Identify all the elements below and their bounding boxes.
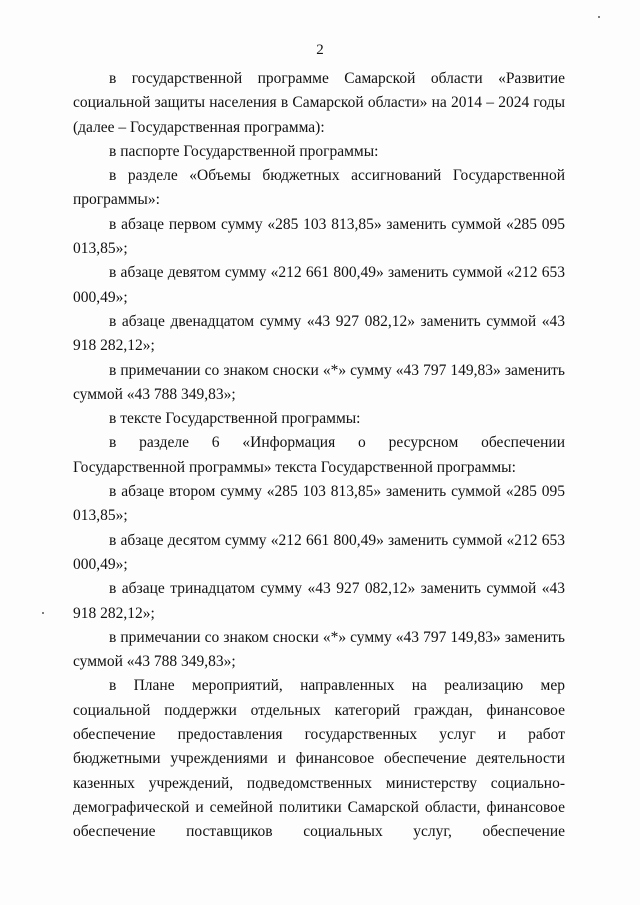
paragraph-amendment: в абзаце девятом сумму «212 661 800,49» заменить суммой «212 653 000,49»; (73, 264, 565, 306)
paragraph-program-text: в тексте Государственной программы: (109, 410, 361, 428)
paragraph-program-intro: в государственной программе Самарской области «Развитие социальной защиты населения в Самарской области» на 2014 – 2024 годы (далее – Государственная программа): (73, 70, 565, 136)
paragraph-amendment: в абзаце десятом сумму «212 661 800,49» заменить суммой «212 653 000,49»; (73, 531, 565, 573)
paragraph-passport: в паспорте Государственной программы: (109, 142, 379, 160)
paragraph-amendment: в абзаце первом сумму «285 103 813,85» заменить суммой «285 095 013,85»; (73, 215, 565, 258)
paragraph-section-6: в разделе 6 «Информация о ресурсном обеспечении Государственной программы» текста Государственной программы: (73, 434, 565, 476)
paragraph-amendment: в абзаце втором сумму «285 103 813,85» заменить суммой «285 095 013,85»; (73, 483, 565, 525)
paragraph-amendment: в абзаце двенадцатом сумму «43 927 082,12» заменить суммой «43 918 282,12»; (73, 312, 565, 355)
paragraph-action-plan: в Плане мероприятий, направленных на реализацию мер социальной поддержки отдельных категорий граждан, финансовое обеспечение предоставления государственных услуг и работ бюджетными учреждениями и финансовое обеспечение деятельности казенных учреждений, подведомственных министерству социально-демографической и семейной политики Самарской области, финансовое обеспечение поставщиков социальных услуг, обеспечение (73, 677, 565, 841)
paragraph-amendment: в примечании со знаком сноски «*» сумму «43 797 149,83» заменить суммой «43 788 349,83»; (73, 628, 565, 671)
scan-speck (42, 612, 44, 614)
page-number: 2 (316, 42, 324, 58)
paragraph-amendment: в примечании со знаком сноски «*» сумму «43 797 149,83» заменить суммой «43 788 349,83»; (73, 361, 565, 403)
paragraph-section-volumes: в разделе «Объемы бюджетных ассигнований Государственной программы»: (73, 167, 565, 209)
document-body (73, 67, 565, 845)
scan-speck (598, 16, 600, 18)
paragraph-amendment: в абзаце тринадцатом сумму «43 927 082,12» заменить суммой «43 918 282,12»; (73, 580, 565, 622)
